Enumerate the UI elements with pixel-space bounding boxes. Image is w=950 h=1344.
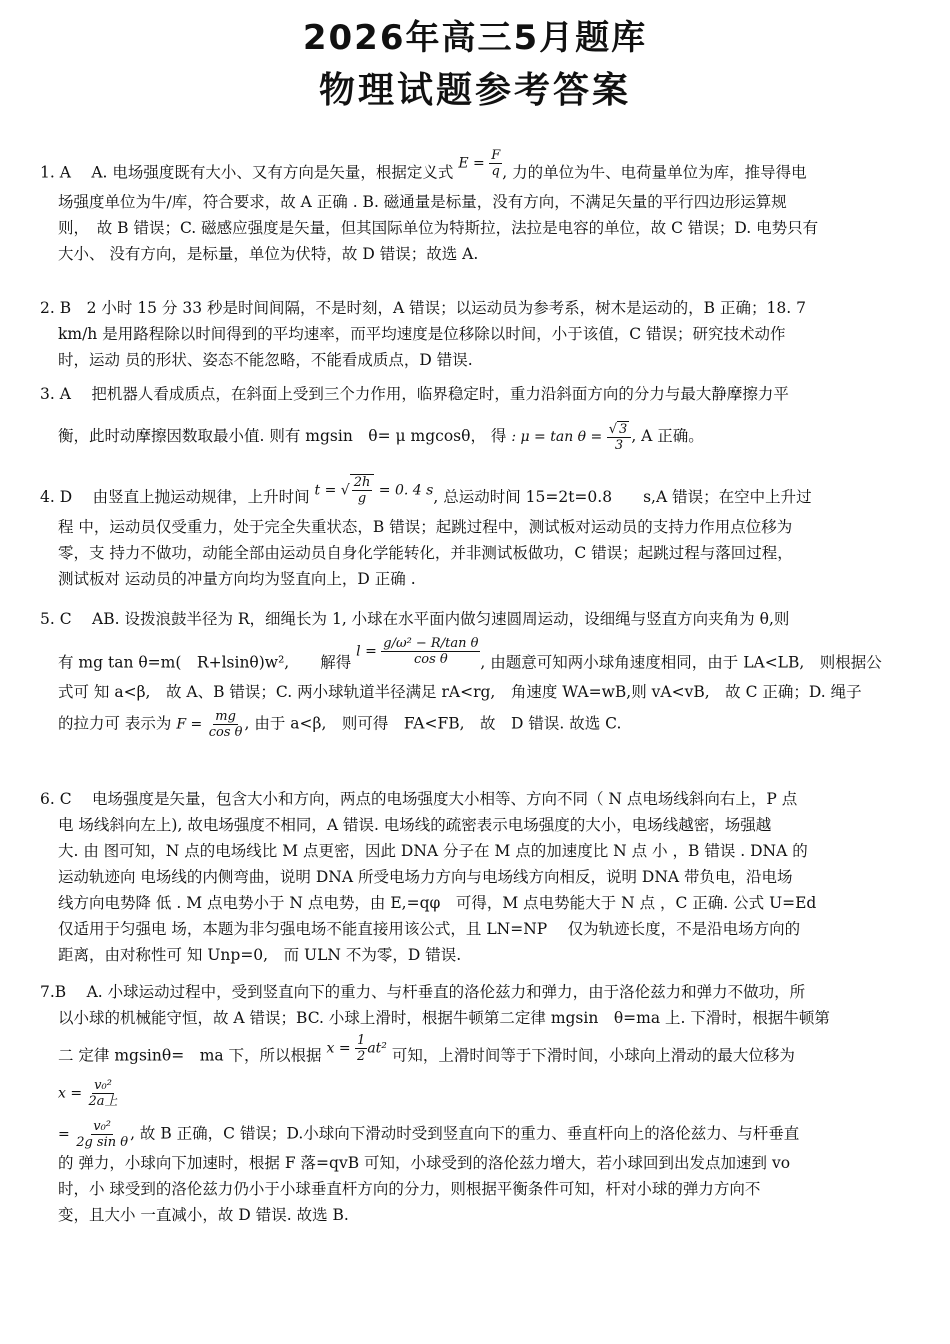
answer-6-line: 运动轨迹向 电场线的内侧弯曲，说明 DNA 所受电场力方向与电场线方向相反，说明 DNA 带负电，沿电场 xyxy=(58,868,793,886)
answer-7-text: 二 定律 mgsinθ= ma 下，所以根据 xyxy=(58,1046,322,1065)
answer-1-line: 则， 故 B 错误；C. 磁感应强度是矢量，但其国际单位为特斯拉，法拉是电容的单位，故 C 错误；D. 电势只有 xyxy=(58,219,819,237)
answer-1 xyxy=(40,148,915,267)
answer-2 xyxy=(40,295,915,373)
answer-6-line: 线方向电势降 低 . M 点电势小于 N 点电势，由 E,=qφ 可得，M 点电势能大于 N 点 ，C 正确. 公式 U=Ed xyxy=(58,894,817,912)
formula-tension: F = $\frac{mg}{\text{cos θ}}$ xyxy=(176,709,243,740)
formula-rise-time: t = √ $\frac{2h}{g}$ = 0. 4 s xyxy=(314,475,434,506)
answer-5-text: 的拉力可 表示为 xyxy=(58,714,172,733)
answer-5-line: 5. C AB. 设拨浪鼓半径为 R，细绳长为 1, 小球在水平面内做匀速圆周运动，设细绳与竖直方向夹角为 θ,则 xyxy=(40,610,790,628)
answer-3 xyxy=(40,381,915,453)
answer-6-line: 距离，由对称性可 知 Unp=0, 而 ULN 不为零，D 错误. xyxy=(58,946,462,964)
answer-4-text: 4. D 由竖直上抛运动规律，上升时间 xyxy=(40,488,310,506)
answer-7-text: , 故 B 正确，C 错误；D.小球向下滑动时受到竖直向下的重力、垂直杆向上的洛伦兹力、与杆垂直 xyxy=(130,1124,800,1143)
answer-7-line: 7.B A. 小球运动过程中，受到竖直向下的重力、与杆垂直的洛伦兹力和弹力，由于洛伦兹力和弹力不做功，所 xyxy=(40,983,806,1001)
formula-rope-length: l = $\frac{\text{g/ω² − R/tan θ}}{\text{cos θ}}$ xyxy=(356,636,479,667)
answer-4-line: 零，支 持力不做功，动能全部由运动员自身化学能转化，并非测试板做功，C 错误；起跳过程与落回过程， xyxy=(58,544,793,562)
formula-max-displacement: x = $\frac{\text{v₀²}}{\text{2a上}}$ xyxy=(58,1078,118,1109)
answer-6-line: 6. C 电场强度是矢量，包含大小和方向，两点的电场强度大小相等、方向不同（ N 点电场线斜向右上，P 点 xyxy=(40,790,798,808)
answer-7-text: 可知，上滑时间等于下滑时间，小球向上滑动的最大位移为 xyxy=(386,1046,795,1065)
answer-4-line: 程 中，运动员仅受重力，处于完全失重状态，B 错误；起跳过程中，测试板对运动员的支持力作用点位移为 xyxy=(58,518,793,536)
answer-1-line: 大小、 没有方向，是标量，单位为伏特，故 D 错误；故选 A. xyxy=(58,245,479,263)
answer-4-text: , 总运动时间 15=2t=0.8 s,A 错误；在空中上升过 xyxy=(433,488,812,506)
answer-3-line: 3. A 把机器人看成质点，在斜面上受到三个力作用，临界稳定时，重力沿斜面方向的分力与最大静摩擦力平 xyxy=(40,385,789,403)
answer-7-line: 时，小 球受到的洛伦兹力仍小于小球垂直杆方向的分力，则根据平衡条件可知，杆对小球的弹力方向不 xyxy=(58,1180,761,1198)
formula-e-field: E = $\frac{F}{q}$ xyxy=(458,148,501,179)
answer-7-line: 变，且大小 一直减小，故 D 错误. 故选 B. xyxy=(58,1206,349,1224)
answer-2-line: km/h 是用路程除以时间得到的平均速率，而平均速度是位移除以时间，小于该值，C 错误；研究技术动作 xyxy=(58,325,786,343)
answer-4 xyxy=(40,475,915,592)
answer-5-text: , 由于 a<β, 则可得 FA<FB, 故 D 错误. 故选 C. xyxy=(244,714,622,733)
answer-3-text: , A 正确。 xyxy=(631,427,704,445)
answer-5-text: , 由题意可知两小球角速度相同，由于 LA<LB, 则根据公 xyxy=(480,653,882,672)
answer-6-line: 大. 由 图可知，N 点的电场线比 M 点更密，因此 DNA 分子在 M 点的加速度比 N 点 小 ，B 错误 . DNA 的 xyxy=(58,842,808,860)
answer-7-line: 的 弹力，小球向下加速时，根据 F 落=qvB 可知，小球受到的洛伦兹力增大，若小球回到出发点加速到 vo xyxy=(58,1154,791,1172)
answer-6 xyxy=(40,786,915,968)
answer-5-text: 有 mg tan θ=m( R+lsinθ)w², 解得 xyxy=(58,653,352,672)
answer-2-line: 2. B 2 小时 15 分 33 秒是时间间隔，不是时刻，A 错误；以运动员为参考系，树木是运动的，B 正确；18. 7 xyxy=(40,299,806,317)
answer-1-text: 1. A A. 电场强度既有大小、又有方向是矢量，根据定义式 xyxy=(40,163,454,182)
answer-1-text: , 力的单位为牛、电荷量单位为库，推导得电 xyxy=(502,163,807,182)
answer-7-line: 以小球的机械能守恒，故 A 错误；BC. 小球上滑时，根据牛顿第二定律 mgsin θ=ma 上. 下滑时，根据牛顿第 xyxy=(58,1009,830,1027)
answer-4-line: 测试板对 运动员的冲量方向均为竖直向上，D 正确 . xyxy=(58,570,416,588)
answer-6-line: 电 场线斜向左上), 故电场强度不相同，A 错误. 电场线的疏密表示电场强度的大小，电场线越密，场强越 xyxy=(58,816,772,834)
answer-5-line: 式可 知 a<β, 故 A、B 错误；C. 两小球轨道半径满足 rA<rg, 角速度 WA=wB,则 vA<vB, 故 C 正确；D. 绳子 xyxy=(58,683,862,701)
title-line-2: 物理试题参考答案 xyxy=(318,70,631,111)
answer-3-text: 衡，此时动摩擦因数取最小值. 则有 mgsin θ= μ mgcosθ， 得 xyxy=(58,427,507,445)
answer-2-line: 时，运动 员的形状、姿态不能忽略，不能看成质点，D 错误. xyxy=(58,351,473,369)
answer-1-line: 场强度单位为牛/库，符合要求，故 A 正确 . B. 磁通量是标量，没有方向，不满足矢量的平行四边形运算规 xyxy=(58,193,787,211)
answer-6-line: 仅适用于匀强电 场，本题为非匀强电场不能直接用该公式，且 LN=NP 仅为轨迹长度，不是沿电场方向的 xyxy=(58,920,801,938)
formula-displacement: x = $\frac{1}{2}$ at² xyxy=(326,1033,387,1064)
answer-7 xyxy=(40,979,915,1228)
title-line-1: 2026年高三5月题库 xyxy=(302,18,648,58)
formula-mu: : μ = tan θ = $\frac{√ 3}{3}$ xyxy=(511,421,631,453)
formula-max-displacement-g: = $\frac{\text{v₀²}}{\text{2g sin θ}}$ xyxy=(58,1119,129,1150)
answer-5 xyxy=(40,606,915,740)
